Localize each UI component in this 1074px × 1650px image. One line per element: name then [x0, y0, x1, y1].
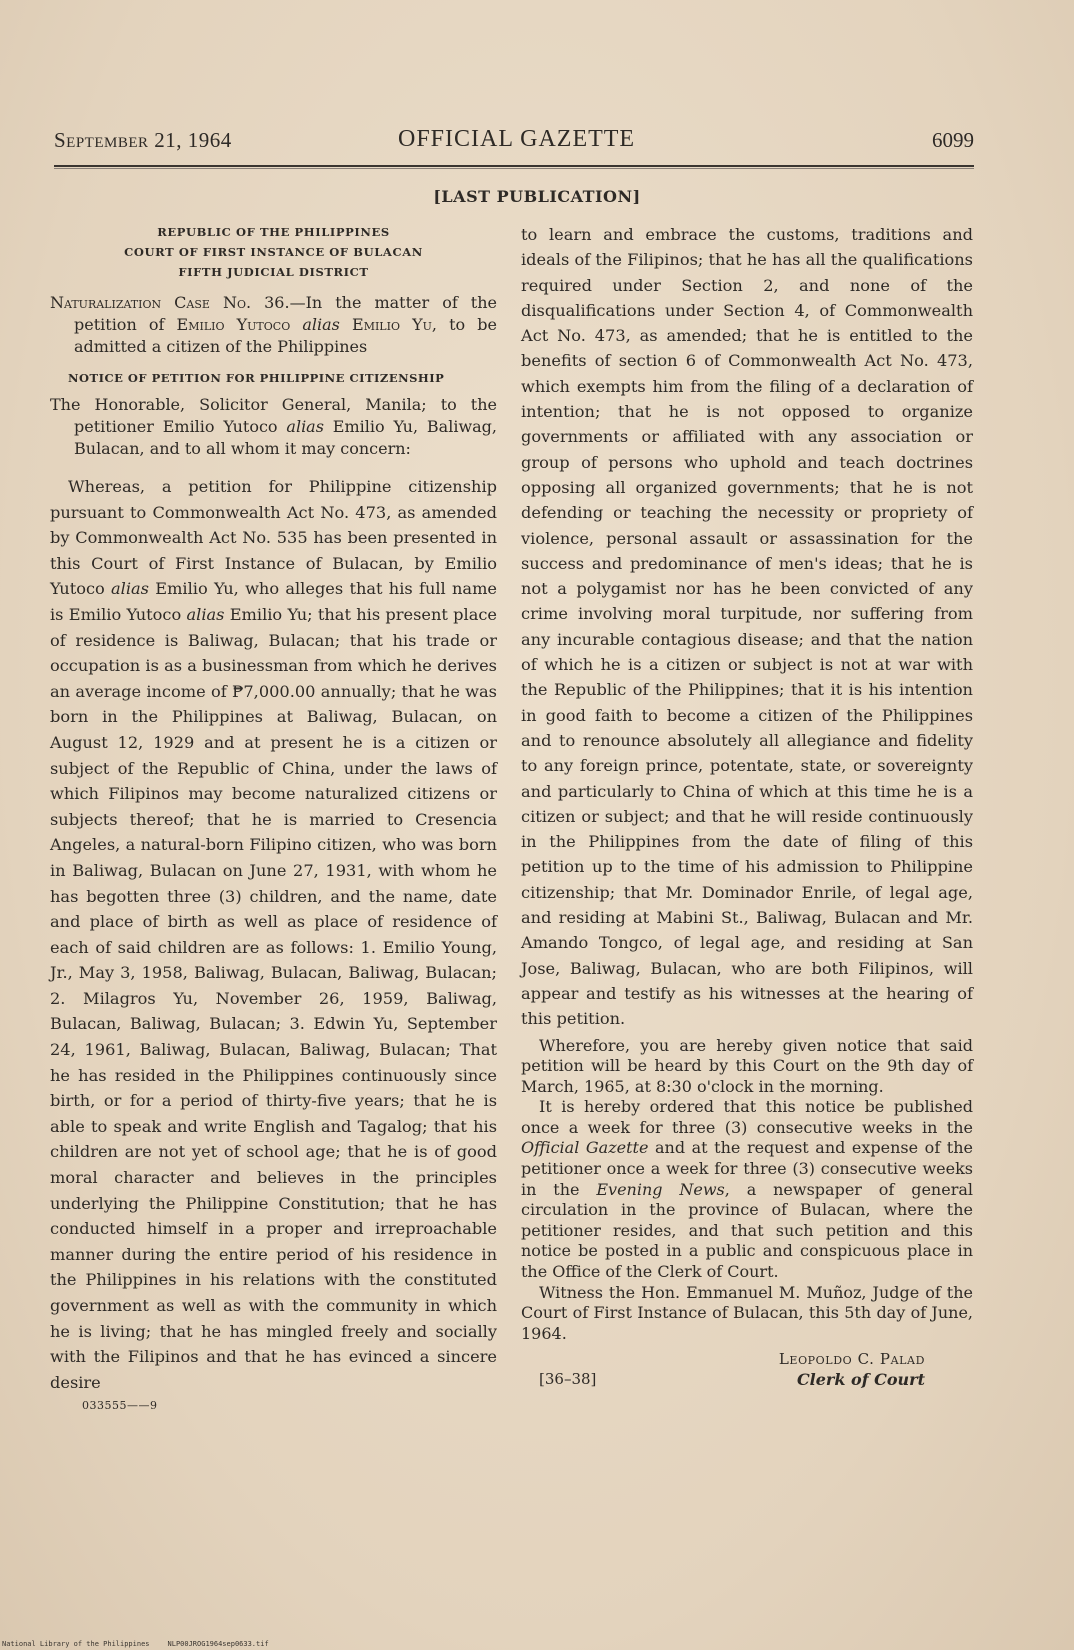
court-heading	[50, 222, 497, 282]
case-label: Naturalization Case No. 36.	[50, 293, 290, 312]
addressees-part-2: Emilio Yu, Baliwag, Bulacan, and to all whom it may concern:	[74, 417, 498, 458]
section-label: [LAST PUBLICATION]	[433, 187, 641, 206]
body-left-s1: Whereas, a petition for Philippine citizenship pursuant to Commonwealth Act No. 473, as amended by Commonwealth Act No. 535 has been presented in this Court of First Instance of Bulacan, by Emilio Yutoco	[50, 477, 497, 599]
page-header	[54, 128, 974, 160]
print-code: 033555——9	[82, 1399, 158, 1413]
publication-official-gazette: Official Gazette	[521, 1138, 649, 1158]
reference-code: [36–38]	[539, 1370, 597, 1389]
body-left-alias-1: alias	[111, 579, 149, 599]
signatory-name: Leopoldo C. Palad	[778, 1350, 925, 1369]
header-rule	[54, 165, 974, 167]
header-date: September 21, 1964	[54, 128, 232, 152]
case-alias: alias	[302, 315, 340, 334]
court-line-3: FIFTH JUDICIAL DISTRICT	[178, 265, 369, 279]
ordered-text-2: and at the request and expense of the petitioner once a week for three (3) consecutive weeks in the	[521, 1138, 974, 1199]
petition-body	[50, 474, 497, 1395]
case-text-a: —In the matter of the petition of	[74, 293, 497, 334]
wherefore-paragraph: Wherefore, you are hereby given notice that said petition will be heard by this Court on the 9th day of March, 1965, at 8:30 o'clock in the morning.	[521, 1035, 973, 1096]
witness-paragraph: Witness the Hon. Emmanuel M. Muñoz, Judge of the Court of First Instance of Bulacan, this 5th day of June, 1964.	[521, 1282, 973, 1343]
addressees-part-1: The Honorable, Solicitor General, Manila; to the petitioner Emilio Yutoco	[50, 395, 497, 436]
signature-row	[521, 1370, 973, 1394]
petition-continuation: to learn and embrace the customs, traditions and ideals of the Filipinos; that he has all the qualifications required under Section 2, and none of the disqualifications under Section 4, of Commonwealth Act No. 473, as amended; that he is entitled to the benefits of section 6 of Commonwealth Act No. 473, which exempts him from the filing of a declaration of intention; that he is not opposed to organize governments or affiliated with any association or group of persons who uphold and teach doctrines opposing all organized governments; that he is not defending or teaching the necessity or propriety of violence, personal assault or assassination for the success and predominance of men's ideas; that he is not a polygamist nor has he been convicted of any crime involving moral turpitude, nor suffering from any incurable contagious disease; and that the nation of which he is a citizen or subject is not at war with the Republic of the Philippines; that it is his intention in good faith to become a citizen of the Philippines and to renounce absolutely all allegiance and fidelity to any foreign prince, potentate, state, or sovereignty and particularly to China of which at this time he is a citizen or subject; and that he will reside continuously in the Philippines from the date of filing of this petition up to the time of his admission to Philippine citizenship; that Mr. Dominador Enrile, of legal age, and residing at Mabini St., Baliwag, Bulacan and Mr. Amando Tongco, of legal age, and residing at San Jose, Baliwag, Bulacan, who are both Filipinos, will appear and testify as his witnesses at the hearing of this petition.	[521, 225, 973, 1029]
header-page-number: 6099	[932, 128, 974, 152]
scan-footer	[2, 1640, 269, 1648]
ordered-text-3: , a newspaper of general circulation in the province of Bulacan, where the petitioner resides, and that such petition and this notice be posted in a public and conspicuous place in the Office of the Clerk of Court.	[521, 1179, 974, 1282]
case-alias-name: Emilio Yu	[352, 315, 432, 334]
body-left-s2: Emilio Yu, who alleges that his full name is Emilio Yutoco	[50, 579, 497, 624]
case-caption	[50, 292, 497, 358]
publication-evening-news: Evening News	[596, 1179, 725, 1199]
ordered-paragraph	[521, 1097, 973, 1282]
signatory-title: Clerk of Court	[796, 1370, 925, 1390]
left-column	[50, 222, 497, 1412]
footer-library: National Library of the Philippines	[2, 1640, 150, 1648]
body-left-s3: Emilio Yu; that his present place of residence is Baliwag, Bulacan; that his trade or occupation is as a businessman from which he derives an average income of ₱7,000.00 annually; that he was born in the Philippines at Baliwag, Bulacan, on August 12, 1929 and at present he is a citizen or subject of the Republic of China, under the laws of which Filipinos may become naturalized citizens or subjects thereof; that he is married to Cresencia Angeles, a natural-born Filipino citizen, who was born in Baliwag, Bulacan on June 27, 1931, with whom he has begotten three (3) children, and the name, date and place of birth as well as place of residence of each of said children are as follows: 1. Emilio Young, Jr., May 3, 1958, Baliwag, Bulacan, Baliwag, Bulacan; 2. Milagros Yu, November 26, 1959, Baliwag, Bulacan, Baliwag, Bulacan; 3. Edwin Yu, September 24, 1961, Baliwag, Bulacan, Baliwag, Bulacan; That he has resided in the Philippines continuously since birth, or for a period of thirty-five years; that he is able to speak and write English and Tagalog; that his children are not yet of school age; that he is of good moral character and believes in the principles underlying the Philippine Constitution; that he has conducted himself in a proper and irreproachable manner during the entire period of his residence in the Philippines in his relations with the constituted government as well as with the community in which he is living; that he has mingled freely and socially with the Filipinos and that he has evinced a sincere desire	[50, 604, 497, 1392]
header-title: OFFICIAL GAZETTE	[398, 126, 636, 152]
ordered-text-1: It is hereby ordered that this notice be published once a week for three (3) consecutive weeks in the	[521, 1097, 973, 1137]
right-column	[521, 222, 973, 1394]
footer-file: NLP00JROG1964sep0633.tif	[167, 1640, 269, 1648]
case-text-b: , to be admitted a citizen of the Philippines	[74, 315, 498, 356]
case-petitioner-name: Emilio Yutoco	[176, 315, 291, 334]
header-rule-thin	[54, 168, 974, 169]
court-line-2: COURT OF FIRST INSTANCE OF BULACAN	[124, 245, 423, 259]
addressees	[50, 394, 497, 460]
addressees-alias: alias	[286, 417, 324, 436]
court-line-1: REPUBLIC OF THE PHILIPPINES	[157, 225, 390, 239]
body-left-alias-2: alias	[186, 604, 225, 624]
notice-heading: NOTICE OF PETITION FOR PHILIPPINE CITIZENSHIP	[68, 371, 445, 385]
